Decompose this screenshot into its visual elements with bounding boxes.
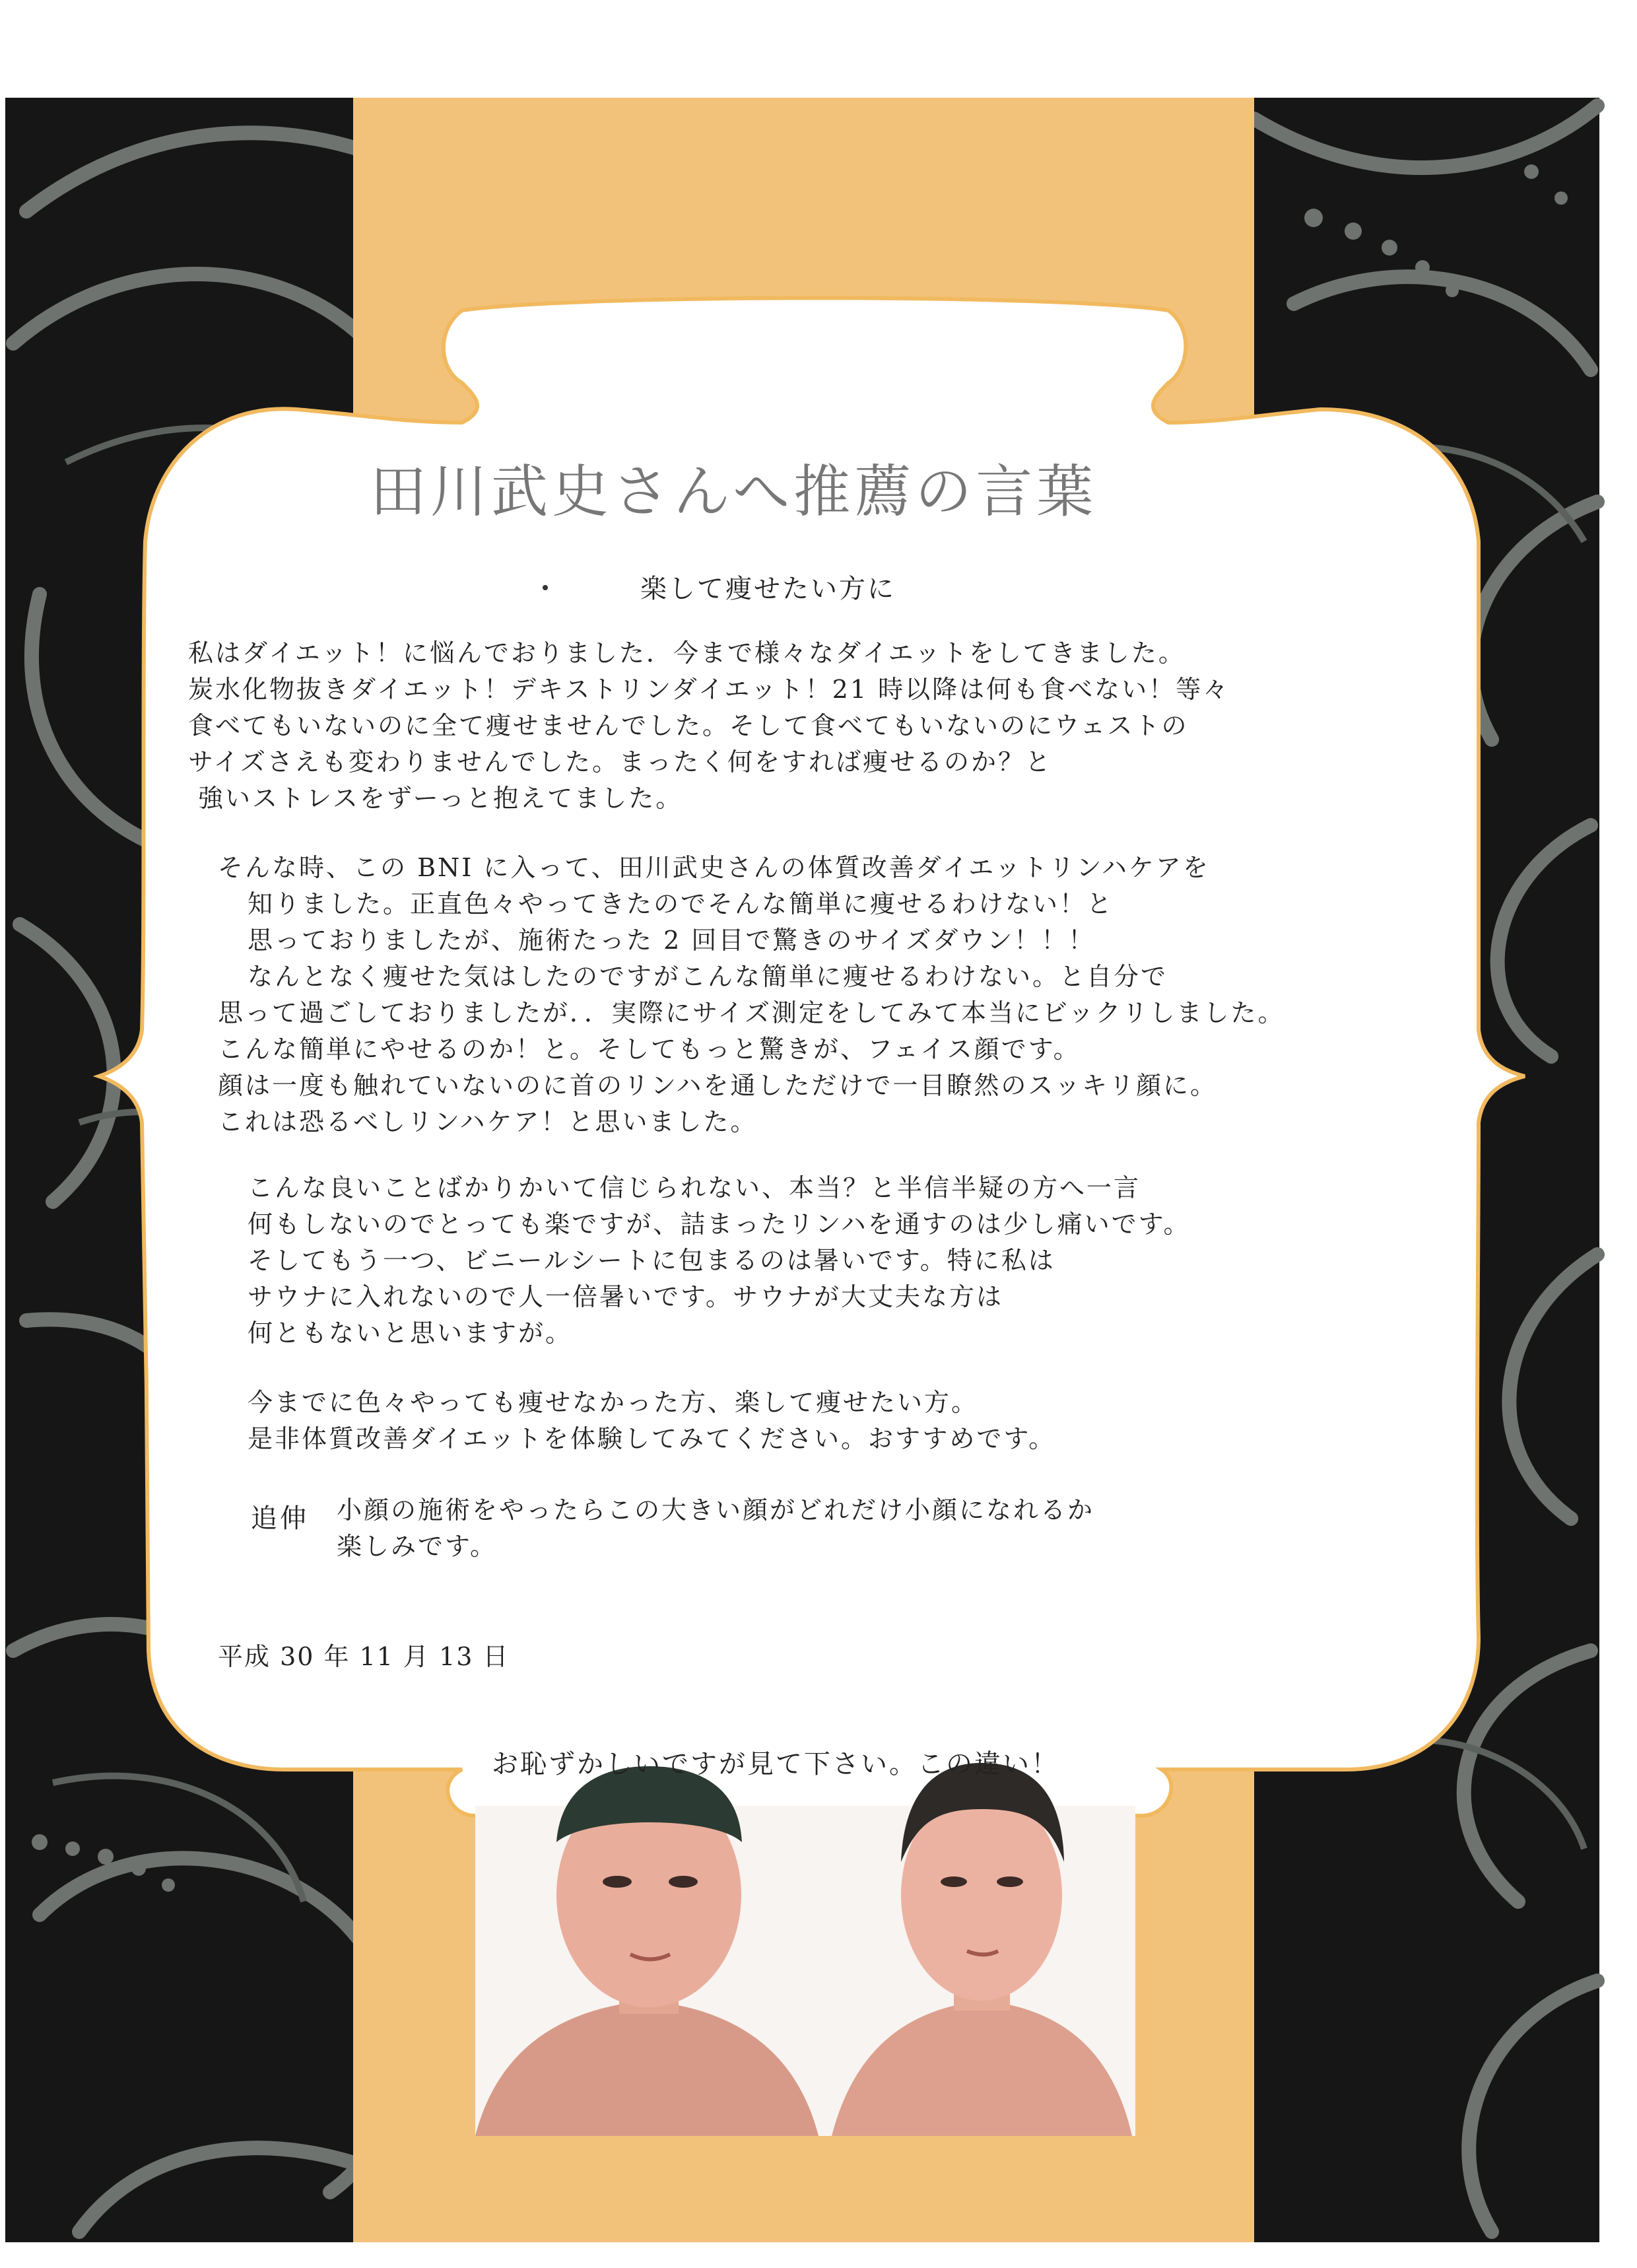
body-line: 顔は一度も触れていないのに首のリンハを通しただけで一目瞭然のスッキリ顔に。	[218, 1071, 1217, 1100]
postscript-line: 楽しみです。	[337, 1532, 497, 1561]
photo-caption: お恥ずかしいですが見て下さい。この違い！	[492, 1749, 1059, 1779]
after-photo	[818, 1763, 1135, 2136]
postscript-label: 追伸	[251, 1503, 309, 1534]
body-line: そしてもう一つ、ビニールシートに包まるのは暑いです。特に私は	[248, 1246, 1055, 1275]
body-line: これは恐るべしリンハケア！と思いました。	[218, 1107, 758, 1136]
before-photo	[475, 1766, 818, 2136]
body-line: 思っておりましたが、施術たった 2 回目で驚きのサイズダウン！！！	[248, 926, 1096, 955]
body-line: こんな良いことばかりかいて信じられない、本当？と半信半疑の方へ一言	[248, 1173, 1141, 1202]
letter-subtitle: 楽して痩せたい方に	[640, 574, 896, 604]
body-line: サイズさえも変わりませんでした。まったく何をすれば痩せるのか？と	[188, 747, 1052, 776]
letter-title: 田川武史さんへ推薦の言葉	[370, 459, 1098, 525]
body-line: 是非体質改善ダイエットを体験してみてください。おすすめです。	[248, 1424, 1056, 1453]
body-line: 強いストレスをずーっと抱えてました。	[198, 784, 683, 813]
body-line: なんとなく痩せた気はしたのですがこんな簡単に痩せるわけない。と自分で	[248, 962, 1168, 991]
bullet-dot	[543, 585, 548, 590]
body-line: そんな時、この BNI に入って、田川武史さんの体質改善ダイエットリンハケアを	[218, 853, 1210, 882]
body-line: 思って過ごしておりましたが．．実際にサイズ測定をしてみて本当にビックリしました。	[218, 998, 1285, 1027]
body-line: サウナに入れないので人一倍暑いです。サウナが大丈夫な方は	[248, 1282, 1003, 1311]
body-line: 何ともないと思いますが。	[248, 1319, 573, 1348]
body-line: 何もしないのでとっても楽ですが、詰まったリンハを通すのは少し痛いです。	[248, 1210, 1191, 1239]
letter-date: 平成 30 年 11 月 13 日	[218, 1642, 510, 1671]
postscript-line: 小顔の施術をやったらこの大きい顔がどれだけ小顔になれるか	[337, 1495, 1095, 1525]
body-line: 私はダイエット！に悩んでおりました．今まで様々なダイエットをしてきました。	[188, 638, 1186, 668]
before-after-photos	[475, 1763, 1135, 2136]
body-line: こんな簡単にやせるのか！と。そしてもっと驚きが、フェイス顔です。	[218, 1035, 1081, 1064]
body-line: 知りました。正直色々やってきたのでそんな簡単に痩せるわけない！と	[248, 889, 1114, 918]
body-line: 炭水化物抜きダイエット！デキストリンダイエット！21 時以降は何も食べない！等々	[188, 675, 1230, 704]
body-line: 食べてもいないのに全て痩せませんでした。そして食べてもいないのにウェストの	[188, 711, 1189, 740]
body-line: 今までに色々やっても痩せなかった方、楽して痩せたい方。	[248, 1388, 979, 1417]
